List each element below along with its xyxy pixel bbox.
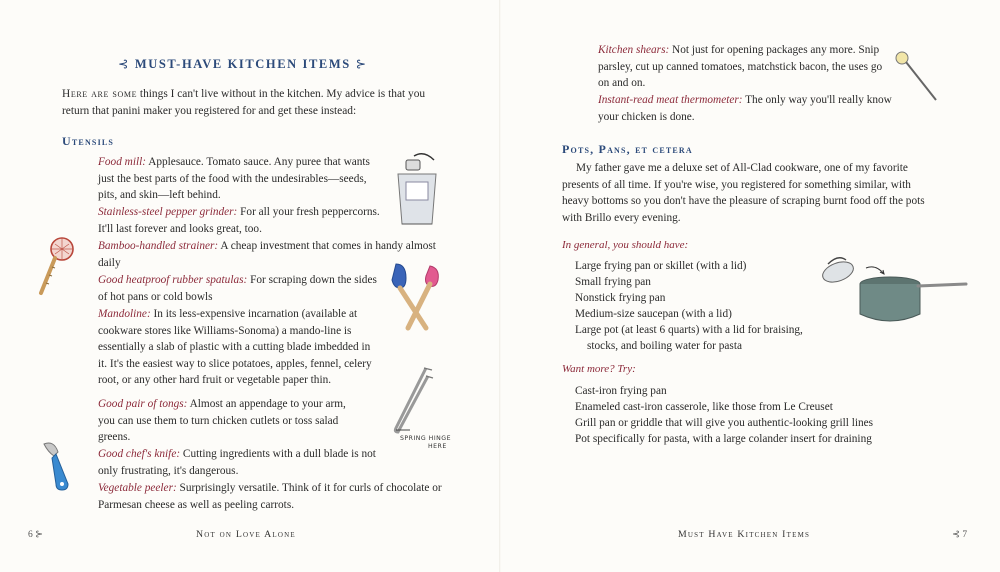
- list-item: stocks, and boiling water for pasta: [587, 340, 742, 352]
- utensil-item: [598, 92, 898, 125]
- item-term: Good heatproof rubber spatulas:: [98, 274, 248, 286]
- more-lead: Want more? Try:: [562, 363, 636, 375]
- item-term: Kitchen shears:: [598, 44, 670, 56]
- item-text: For all your fresh peppercorns. It'll last forever and looks great, too.: [98, 206, 380, 235]
- section-heading-utensils: Utensils: [62, 134, 115, 148]
- utensil-item: [98, 154, 388, 204]
- tongs-annotation: [400, 435, 451, 451]
- utensil-item: [98, 396, 360, 446]
- peeler-icon: [38, 440, 78, 495]
- pots-paragraph: My father gave me a deluxe set of All-Clad cookware, one of my favorite presents of all time. If you're wise, you registered for something similar, with heavy bottoms so you don't have the pleasure of scraping burnt food off the pots with Brillo every evening.: [562, 162, 925, 224]
- food-mill-icon: [392, 150, 442, 230]
- item-text: Applesauce. Tomato sauce. Any puree that wants just the best parts of the food with the undesirables—seeds, pits, and skin—left behind.: [98, 156, 370, 201]
- item-text: Not just for opening packages any more. Snip parsley, cut up canned tomatoes, matchstick bacon, the uses go on and on.: [598, 44, 883, 89]
- general-list: [575, 258, 803, 354]
- list-item: Enameled cast-iron casserole, like those from Le Creuset: [575, 401, 833, 413]
- item-term: Stainless-steel pepper grinder:: [98, 206, 238, 218]
- item-term: Good chef's knife:: [98, 448, 181, 460]
- utensil-item: [598, 42, 888, 92]
- title-ornament-right: ⊱: [355, 57, 368, 71]
- item-term: Instant-read meat thermometer:: [598, 94, 743, 106]
- item-text: Cutting ingredients with a dull blade is not only frustrating, it's dangerous.: [98, 448, 376, 477]
- tongs-icon: [388, 366, 434, 436]
- item-term: Mandoline:: [98, 308, 151, 320]
- saucepan-icon: [818, 252, 978, 332]
- item-term: Good pair of tongs:: [98, 398, 188, 410]
- item-text: In its less-expensive incarnation (available at cookware stores like Williams-Sonoma) a mando-line is essentially a slab of plastic with a cutting blade imbedded in it. It's the easiest way to slice potatoes, apples, fennel, celery root, or any other hard fruit or vegetable paper thin.: [98, 308, 372, 386]
- item-term: Food mill:: [98, 156, 147, 168]
- intro-text: things I can't live without in the kitchen. My advice is that you return that panini maker you registered for and get these instead:: [62, 88, 426, 117]
- list-item: Large pot (at least 6 quarts) with a lid for braising,: [575, 324, 803, 336]
- item-term: Bamboo-handled strainer:: [98, 240, 219, 252]
- right-folio: ⊰ 7: [952, 530, 968, 540]
- left-running-head: Not on Love Alone: [196, 529, 296, 540]
- item-text: The only way you'll really know your chicken is done.: [598, 94, 892, 123]
- item-term: Vegetable peeler:: [98, 482, 177, 494]
- right-running-head: Must Have Kitchen Items: [678, 529, 811, 540]
- utensil-item: [98, 446, 378, 479]
- title-text: MUST-HAVE KITCHEN ITEMS: [134, 57, 351, 71]
- intro-lead: Here are some: [62, 88, 138, 100]
- list-item: Grill pan or griddle that will give you authentic-looking grill lines: [575, 417, 874, 429]
- item-text: Surprisingly versatile. Think of it for curls of chocolate or Parmesan cheese as well as peeling carrots.: [98, 482, 442, 511]
- item-text: Almost an appendage to your arm, you can use them to turn chicken cutlets or toss salad greens.: [98, 398, 346, 443]
- utensil-item: [98, 272, 383, 305]
- title-ornament-left: ⊰: [118, 57, 131, 71]
- strainer-icon: [36, 235, 76, 300]
- intro-paragraph: [62, 86, 442, 120]
- list-item: Cast-iron frying pan: [575, 385, 667, 397]
- more-list: [575, 383, 873, 447]
- right-page: [500, 0, 1000, 572]
- section-heading-pots: Pots, Pans, et cetera: [562, 142, 693, 156]
- list-item: Nonstick frying pan: [575, 292, 666, 304]
- utensil-item: [98, 306, 378, 389]
- list-item: Small frying pan: [575, 276, 651, 288]
- general-lead: In general, you should have:: [562, 239, 689, 251]
- list-item: Pot specifically for pasta, with a large colander insert for draining: [575, 433, 872, 445]
- left-folio: 6 ⊱: [28, 530, 44, 540]
- list-item: Large frying pan or skillet (with a lid): [575, 260, 747, 272]
- list-item: Medium-size saucepan (with a lid): [575, 308, 732, 320]
- utensil-item: [98, 204, 388, 237]
- spatulas-icon: [384, 262, 444, 332]
- page-title: [118, 56, 368, 72]
- thermometer-icon: [892, 50, 942, 105]
- tongs-note-line1: SPRING HINGE: [400, 435, 451, 442]
- utensil-item: [98, 480, 443, 513]
- tongs-note-line2: HERE: [428, 443, 447, 450]
- item-text: A cheap investment that comes in handy almost daily: [98, 240, 436, 269]
- item-text: For scraping down the sides of hot pans or cold bowls: [98, 274, 377, 303]
